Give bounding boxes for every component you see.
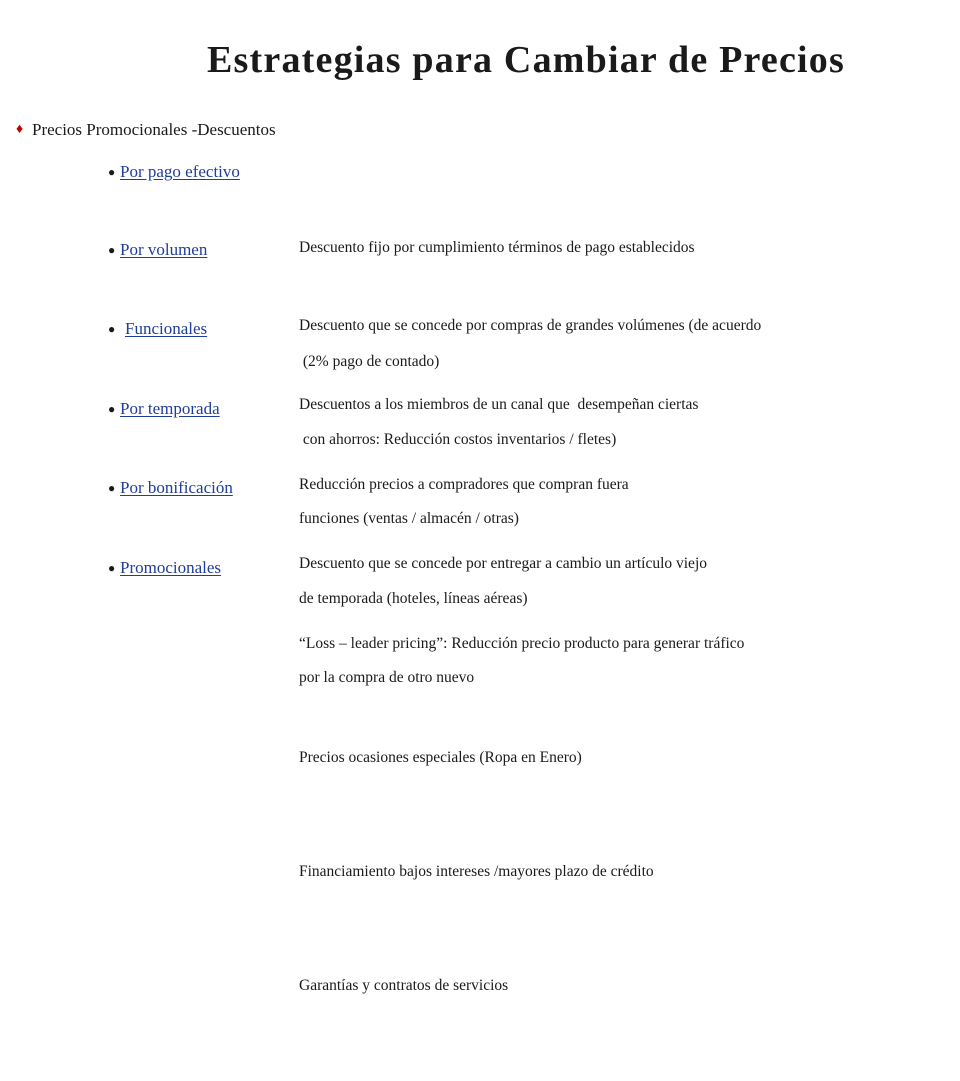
bullet-dot-icon: ● <box>108 322 116 336</box>
term-link-funcionales[interactable]: Funcionales <box>125 319 208 338</box>
description-line: Precios ocasiones especiales (Ropa en Enero) <box>299 749 582 766</box>
red-diamond-bullet-icon: ♦ <box>16 122 24 137</box>
description-line: Descuento fijo por cumplimiento términos de pago establecidos <box>299 239 695 256</box>
item-description <box>299 549 744 1081</box>
term-link-temporada[interactable]: Por temporada <box>120 399 220 418</box>
section-heading: Precios Promocionales -Descuentos <box>32 120 276 139</box>
description-line: (2% pago de contado) <box>299 353 440 370</box>
description-line: funciones (ventas / almacén / otras) <box>299 510 519 527</box>
bullet-dot-icon: ● <box>108 165 116 179</box>
list-item <box>108 556 948 994</box>
bullet-dot-icon: ● <box>108 243 116 257</box>
bullet-dot-icon: ● <box>108 561 116 575</box>
section-heading-row <box>16 120 276 140</box>
slide-title: Estrategias para Cambiar de Precios <box>207 39 845 81</box>
term-link-promocionales[interactable]: Promocionales <box>120 558 222 577</box>
term-link-pago-efectivo[interactable]: Por pago efectivo <box>120 162 240 181</box>
term-link-bonificacion[interactable]: Por bonificación <box>120 478 233 497</box>
description-line: Descuento que se concede por compras de grandes volúmenes (de acuerdo <box>299 317 762 334</box>
term-link-volumen[interactable]: Por volumen <box>120 240 208 259</box>
description-line: Garantías y contratos de servicios <box>299 977 509 994</box>
description-line: Descuentos a los miembros de un canal que desempeñan ciertas <box>299 396 699 413</box>
description-line: con ahorros: Reducción costos inventarios / fletes) <box>299 431 617 448</box>
description-line: “Loss – leader pricing”: Reducción precio producto para generar tráfico <box>299 635 745 652</box>
description-line: por la compra de otro nuevo <box>299 669 475 686</box>
bullet-dot-icon: ● <box>108 402 116 416</box>
description-line: Descuento que se concede por entregar a cambio un artículo viejo <box>299 555 707 572</box>
description-line: Reducción precios a compradores que compran fuera <box>299 476 629 493</box>
description-line: de temporada (hoteles, líneas aéreas) <box>299 590 528 607</box>
bullet-dot-icon: ● <box>108 481 116 495</box>
description-line: Financiamiento bajos intereses /mayores plazo de crédito <box>299 863 654 880</box>
